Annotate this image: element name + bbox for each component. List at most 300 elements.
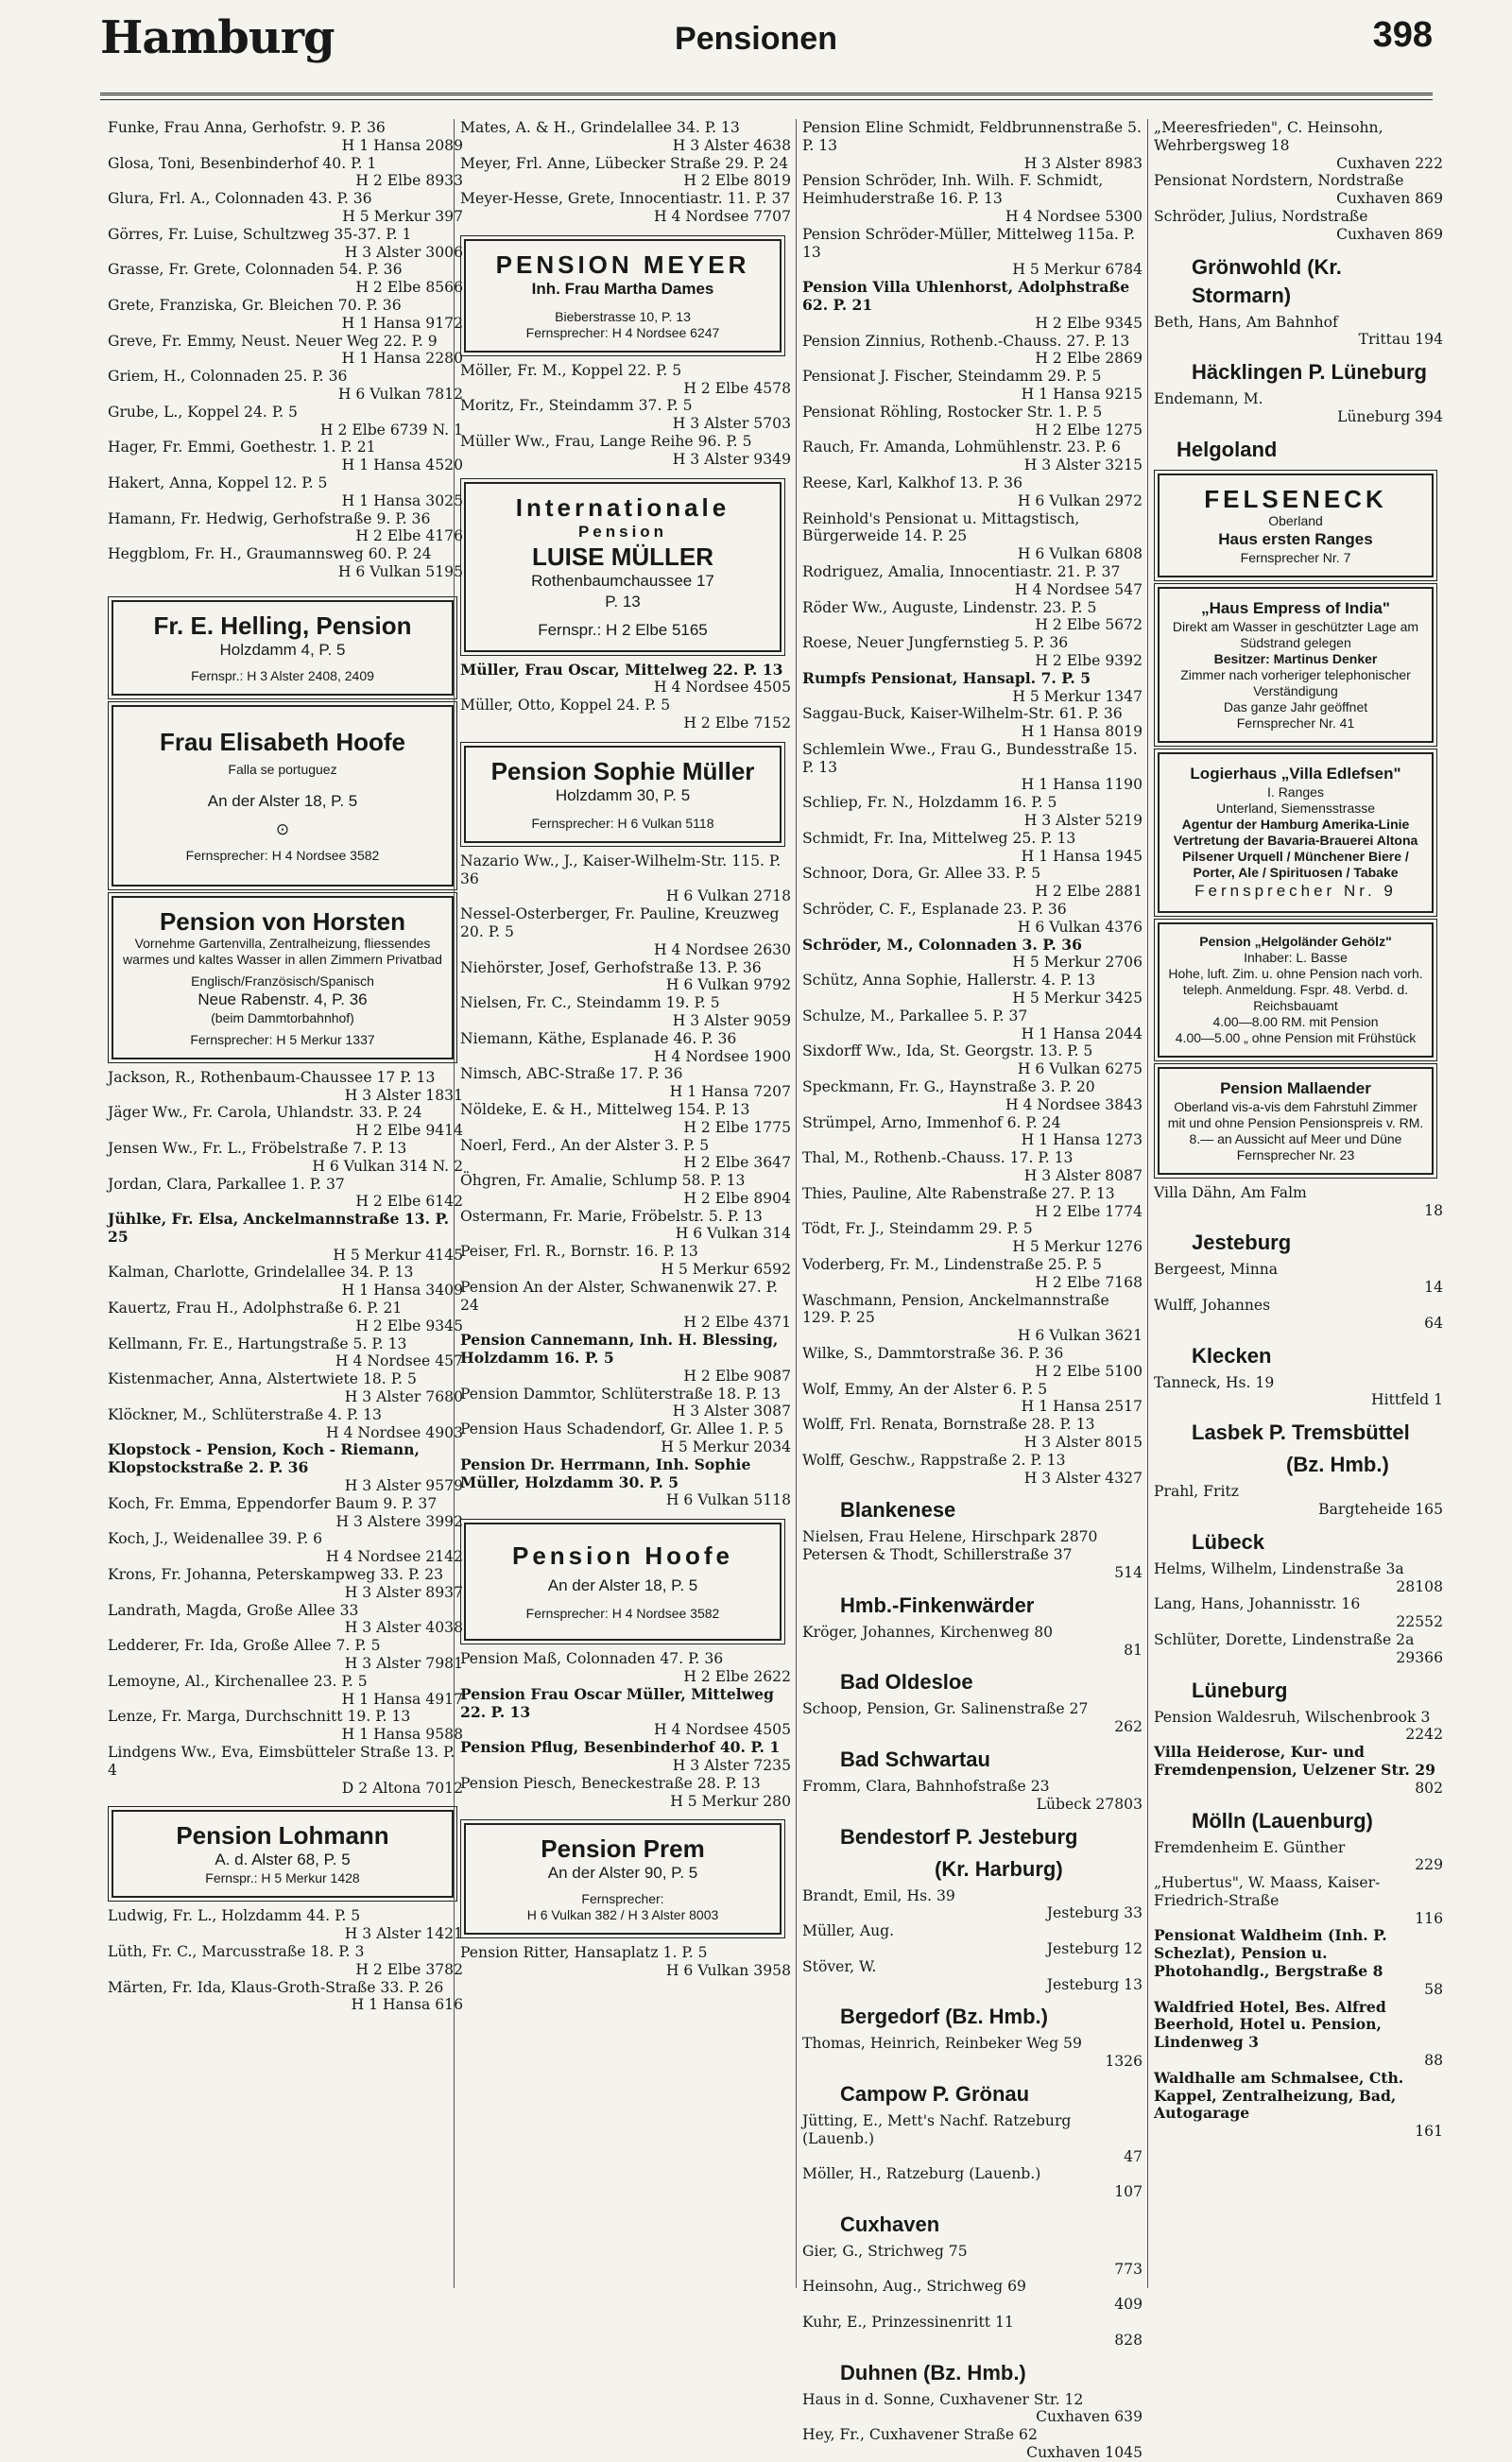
entry-text: Pension Zinnius, Rothenb.-Chauss. 27. P. 13: [802, 332, 1130, 350]
ad-text-3: Das ganze Jahr geöffnet: [1223, 698, 1368, 714]
directory-entry: [802, 226, 1143, 279]
directory-entry: [802, 634, 1143, 670]
entry-text: Reese, Karl, Kalkhof 13. P. 36: [802, 473, 1023, 491]
ad-pension-mallaender: [1158, 1067, 1434, 1175]
entry-phone: Lüneburg 394: [1337, 407, 1443, 425]
directory-entry: [802, 1700, 1143, 1736]
column-3: [796, 119, 1143, 2462]
entry-text: Pension Villa Uhlenhorst, Adolphstraße 62. P. 21: [802, 278, 1130, 314]
entry-text: Waldfried Hotel, Bes. Alfred Beerhold, Hotel u. Pension, Lindenweg 3: [1154, 1997, 1386, 2052]
ad-address: Holzdamm 4, P. 5: [219, 640, 346, 659]
directory-entry: [460, 1456, 791, 1509]
entry-phone: D 2 Altona 7012: [341, 1779, 463, 1797]
entry-phone: Cuxhaven 869: [1336, 190, 1443, 208]
entry-list: [460, 119, 791, 226]
ad-empress-of-india: [1158, 587, 1434, 743]
place-heading: Jesteburg: [1192, 1231, 1292, 1255]
place-section: [1154, 1342, 1443, 1410]
entry-text: Sixdorff Ww., Ida, St. Georgstr. 13. P. 5: [802, 1042, 1093, 1060]
directory-entry: [802, 599, 1143, 635]
page-number: 398: [1372, 15, 1433, 55]
entry-text: Pension Dr. Herrmann, Inh. Sophie Müller, Holzdamm 30. P. 5: [460, 1455, 751, 1491]
entry-phone: H 2 Elbe 4578: [683, 379, 791, 397]
entry-text: Meyer-Hesse, Grete, Innocentiastr. 11. P. 37: [460, 190, 791, 208]
entry-text: Funke, Frau Anna, Gerhofstr. 9. P. 36: [108, 119, 386, 136]
place-heading: Blankenese: [840, 1498, 956, 1523]
entry-text: „Meeresfrieden", C. Heinsohn, Wehrbergsweg 18: [1154, 119, 1383, 154]
entry-text: Tanneck, Hs. 19: [1154, 1373, 1275, 1391]
directory-entry: [108, 1104, 463, 1140]
entry-text: Nöldeke, E. & H., Mittelweg 154. P. 13: [460, 1100, 750, 1118]
entry-text: Glosa, Toni, Besenbinderhof 40. P. 1: [108, 154, 377, 172]
entry-text: Nimsch, ABC-Straße 17. P. 36: [460, 1065, 683, 1083]
directory-entry: [802, 1778, 1143, 1814]
directory-entry: [108, 1907, 463, 1943]
ad-address: Neue Rabenstr. 4, P. 36: [198, 990, 368, 1008]
entry-list: [460, 1650, 791, 1810]
entry-phone: H 4 Nordsee 4505: [653, 679, 791, 697]
entry-text: Niemann, Käthe, Esplanade 46. P. 36: [460, 1029, 737, 1047]
ad-representation: Vertretung der Bavaria-Brauerei Altona: [1173, 832, 1418, 848]
directory-entry: [460, 1137, 791, 1173]
place-heading: Duhnen (Bz. Hmb.): [840, 2360, 1026, 2385]
entry-phone: H 2 Elbe 9414: [355, 1122, 463, 1140]
entry-phone: H 3 Alster 3087: [672, 1403, 791, 1420]
directory-entry: [802, 865, 1143, 901]
directory-entry: [802, 279, 1143, 332]
ad-pension-meyer: [464, 239, 782, 353]
entry-phone: H 3 Alster 4638: [672, 136, 791, 154]
directory-entry: [108, 1140, 463, 1176]
entry-phone: 18: [1424, 1201, 1443, 1219]
directory-entry: [802, 1528, 1143, 1546]
entry-text: Lemoyne, Al., Kirchenallee 23. P. 5: [108, 1672, 368, 1690]
directory-entry: [802, 1149, 1143, 1185]
directory-entry: [1154, 1297, 1443, 1333]
directory-entry: [802, 2165, 1143, 2201]
entry-text: Kuhr, E., Prinzessinenritt 11: [802, 2314, 1014, 2332]
directory-entry: [108, 1176, 463, 1212]
ad-von-horsten: [112, 896, 454, 1059]
ad-villa-edlefsen: [1158, 752, 1434, 913]
entry-list: [460, 852, 791, 1509]
directory-entry: [1154, 2070, 1443, 2141]
entry-text: Jütting, E., Mett's Nachf. Ratzeburg (Lauenb.): [802, 2111, 1072, 2147]
ad-phone: Fernsprecher: H 4 Nordsee 3582: [525, 1606, 720, 1622]
entry-phone: H 4 Nordsee 3843: [1005, 1095, 1143, 1113]
directory-entry: [460, 433, 791, 469]
directory-entry: [108, 404, 463, 439]
entry-text: Lindgens Ww., Eva, Eimsbütteler Straße 13. P. 4: [108, 1744, 455, 1779]
entry-phone: 409: [1114, 2296, 1143, 2314]
entry-phone: H 2 Elbe 2622: [683, 1668, 791, 1686]
directory-entry: [460, 852, 791, 905]
entry-text: Hakert, Anna, Koppel 12. P. 5: [108, 473, 328, 491]
ad-title: Frau Elisabeth Hoofe: [159, 727, 406, 756]
directory-entry: [108, 1406, 463, 1442]
place-heading: Bendestorf P. Jesteburg: [840, 1824, 1078, 1849]
entry-phone: H 2 Elbe 1775: [683, 1118, 791, 1136]
entry-phone: H 2 Elbe 2869: [1035, 350, 1143, 368]
directory-entry: [108, 1708, 463, 1744]
entry-phone: H 6 Vulkan 314 N. 2: [312, 1157, 463, 1175]
ad-owner: Inh. Frau Martha Dames: [531, 279, 714, 298]
ad-pension-hoofe: [464, 1523, 782, 1641]
entry-phone: Cuxhaven 1045: [1026, 2444, 1143, 2462]
entry-text: Petersen & Thodt, Schillerstraße 37: [802, 1546, 1073, 1564]
directory-entry: [802, 741, 1143, 794]
place-section: [802, 1668, 1143, 1736]
ad-phone: Fernsprecher Nr. 41: [1236, 714, 1355, 731]
ad-address: Holzdamm 30, P. 5: [555, 785, 691, 804]
entry-text: Waschmann, Pension, Anckelmannstraße 129. P. 25: [802, 1291, 1109, 1327]
directory-entry: [108, 1566, 463, 1602]
entry-text: Müller, Aug.: [802, 1922, 895, 1940]
directory-entry: [802, 474, 1143, 510]
entry-phone: H 1 Hansa 2280: [341, 350, 463, 368]
entry-text: Kalman, Charlotte, Grindelallee 34. P. 13: [108, 1264, 414, 1282]
ad-phone: Fernspr.: H 3 Alster 2408, 2409: [191, 667, 374, 683]
entry-text: Brandt, Emil, Hs. 39: [802, 1886, 955, 1904]
entry-text: Schliep, Fr. N., Holzdamm 16. P. 5: [802, 794, 1057, 812]
entry-phone: H 3 Alster 5219: [1023, 812, 1143, 830]
entry-text: Meyer, Frl. Anne, Lübecker Straße 29. P. 24: [460, 154, 789, 172]
ad-text: Direkt am Wasser in geschützter Lage am Südstrand gelegen: [1172, 618, 1419, 650]
directory-entry: [1154, 119, 1443, 172]
entry-phone: H 5 Merkur 280: [670, 1792, 791, 1810]
ad-title: Internationale: [515, 492, 730, 522]
entry-text: Grete, Franziska, Gr. Bleichen 70. P. 36: [108, 296, 402, 314]
directory-entry: [108, 510, 463, 546]
entry-text: Noerl, Ferd., An der Alster 3. P. 5: [460, 1136, 710, 1154]
ad-phone-label: Fernsprecher:: [581, 1891, 664, 1907]
directory-entry: [460, 959, 791, 995]
place-heading: Klecken: [1192, 1343, 1272, 1368]
entry-phone: Cuxhaven 869: [1336, 225, 1443, 243]
entry-phone: H 6 Vulkan 5118: [665, 1491, 791, 1509]
entry-phone: H 3 Alster 8087: [1023, 1167, 1143, 1185]
place-heading: Hmb.-Finkenwärder: [840, 1593, 1035, 1617]
directory-entry: [802, 705, 1143, 741]
entry-text: Lüth, Fr. C., Marcusstraße 18. P. 3: [108, 1942, 365, 1960]
entry-list: [460, 1944, 791, 1980]
entry-phone: H 6 Vulkan 4376: [1017, 918, 1143, 936]
directory-entry: [460, 1944, 791, 1980]
entry-text: Jühlke, Fr. Elsa, Anckelmannstraße 13. P. 25: [108, 1210, 450, 1246]
directory-entry: [108, 1637, 463, 1673]
entry-text: Jackson, R., Rothenbaum-Chaussee 17 P. 13: [108, 1068, 436, 1086]
directory-entry: [460, 994, 791, 1030]
ad-title: Pension Hoofe: [511, 1541, 733, 1571]
ad-title: Pension Prem: [541, 1834, 705, 1864]
directory-entry: [802, 119, 1143, 172]
directory-entry: [108, 1335, 463, 1371]
directory-entry: [1154, 172, 1443, 208]
directory-entry: [108, 1602, 463, 1638]
entry-text: Pensionat Röhling, Rostocker Str. 1. P. 5: [802, 403, 1103, 421]
directory-entry: [108, 1264, 463, 1300]
directory-entry: [108, 1370, 463, 1406]
entry-phone: H 3 Alster 8937: [344, 1583, 463, 1601]
entry-text: Krons, Fr. Johanna, Peterskampweg 33. P. 23: [108, 1566, 444, 1584]
directory-entry: [802, 2314, 1143, 2350]
entry-text: Koch, Fr. Emma, Eppendorfer Baum 9. P. 37: [108, 1494, 438, 1512]
entry-phone: H 1 Hansa 9588: [341, 1726, 463, 1744]
entry-phone: 229: [1415, 1856, 1443, 1874]
ad-address: An der Alster 18, P. 5: [547, 1576, 698, 1595]
entry-text: Haus in d. Sonne, Cuxhavener Str. 12: [802, 2390, 1084, 2408]
ad-phone: Fernsprecher: H 5 Merkur 1337: [190, 1031, 375, 1047]
entry-text: Wolff, Frl. Renata, Bornstraße 28. P. 13: [802, 1416, 1095, 1434]
place-section: [1154, 1528, 1443, 1667]
entry-text: Niehörster, Josef, Gerhofstraße 13. P. 36: [460, 958, 762, 976]
directory-entry: [108, 1441, 463, 1494]
entry-phone: H 2 Elbe 5672: [1035, 616, 1143, 634]
entry-text: Lenze, Fr. Marga, Durchschnitt 19. P. 13: [108, 1708, 411, 1726]
entry-phone: H 3 Alster 7981: [344, 1655, 463, 1673]
directory-entry: [108, 439, 463, 474]
ad-phone: H 6 Vulkan 382 / H 3 Alster 8003: [526, 1907, 719, 1923]
directory-entry: [108, 226, 463, 262]
entry-text: Peiser, Frl. R., Bornstr. 16. P. 13: [460, 1243, 698, 1261]
entry-text: Nielsen, Fr. C., Steindamm 19. P. 5: [460, 994, 720, 1012]
directory-entry: [1154, 1374, 1443, 1410]
ad-title-2: Pension: [577, 522, 668, 541]
ad-address: An der Alster 90, P. 5: [547, 1864, 698, 1883]
directory-entry: [802, 1416, 1143, 1452]
entry-text: Rumpfs Pensionat, Hansapl. 7. P. 5: [802, 668, 1091, 687]
entry-text: Schulze, M., Parkallee 5. P. 37: [802, 1007, 1028, 1024]
ad-owner: Inhaber: L. Basse: [1244, 949, 1348, 965]
entry-phone: H 3 Alster 9059: [672, 1011, 791, 1029]
entry-phone: H 6 Vulkan 3958: [665, 1962, 791, 1980]
entry-phone: H 4 Nordsee 547: [1014, 580, 1143, 598]
entry-text: Endemann, M.: [1154, 390, 1263, 408]
directory-entry: [460, 1650, 791, 1686]
entry-phone: H 5 Merkur 1276: [1012, 1238, 1143, 1256]
entry-text: Wulff, Johannes: [1154, 1296, 1271, 1314]
entry-phone: Cuxhaven 639: [1036, 2408, 1143, 2426]
entry-text: Schlüter, Dorette, Lindenstraße 2a: [1154, 1630, 1415, 1648]
entry-text: Kauertz, Frau H., Adolphstraße 6. P. 21: [108, 1300, 403, 1317]
ad-address: A. d. Alster 68, P. 5: [215, 1851, 351, 1869]
entry-phone: 47: [1124, 2147, 1143, 2165]
directory-entry: [802, 830, 1143, 866]
entry-phone: H 3 Alster 4327: [1023, 1469, 1143, 1487]
entry-phone: 1326: [1105, 2053, 1143, 2071]
entry-text: Landrath, Magda, Große Allee 33: [108, 1601, 359, 1619]
entry-phone: H 6 Vulkan 9792: [665, 976, 791, 994]
entry-phone: Hittfeld 1: [1371, 1391, 1443, 1409]
directory-entry: [802, 1220, 1143, 1256]
directory-entry: [108, 1211, 463, 1264]
entry-text: Jensen Ww., Fr. L., Fröbelstraße 7. P. 13: [108, 1139, 407, 1157]
directory-entry: [1154, 390, 1443, 426]
ad-goods: Pilsener Urquell / Münchener Biere / Porter, Ale / Spirituosen / Tabake: [1182, 848, 1409, 880]
directory-entry: [1154, 314, 1443, 350]
ad-title: Logierhaus „Villa Edlefsen": [1190, 764, 1401, 783]
entry-phone: H 4 Nordsee 2630: [653, 940, 791, 958]
ad-text-2: Zimmer nach vorheriger telephonischer Verständigung: [1180, 666, 1411, 698]
ad-pension-sophie-mueller: [464, 746, 782, 843]
entry-text: Märten, Fr. Ida, Klaus-Groth-Straße 33. P. 26: [108, 1978, 444, 1996]
ad-phone: Fernsprecher Nr. 9: [1194, 881, 1397, 900]
directory-entry: [802, 1922, 1143, 1958]
entry-phone: H 1 Hansa 616: [351, 1996, 463, 2014]
directory-entry: [460, 1172, 791, 1208]
directory-entry: [802, 794, 1143, 830]
directory-entry: [108, 261, 463, 297]
entry-text: Müller Ww., Frau, Lange Reihe 96. P. 5: [460, 432, 752, 450]
entry-text: Möller, H., Ratzeburg (Lauenb.): [802, 2165, 1041, 2183]
entry-text: Schröder, M., Colonnaden 3. P. 36: [802, 935, 1082, 954]
entry-phone: 802: [1415, 1779, 1443, 1797]
directory-entry: [802, 2426, 1143, 2462]
entry-text: Nazario Ww., J., Kaiser-Wilhelm-Str. 115. P. 36: [460, 852, 782, 887]
entry-phone: H 3 Alster 8015: [1023, 1433, 1143, 1451]
place-section: [802, 2359, 1143, 2462]
entry-phone: H 2 Elbe 9392: [1035, 651, 1143, 669]
ad-helgolaender-gehoelz: [1158, 922, 1434, 1058]
directory-entry: [802, 1256, 1143, 1292]
entry-text: Pension Eline Schmidt, Feldbrunnenstraße 5. P. 13: [802, 119, 1142, 154]
place-section: [802, 1592, 1143, 1660]
place-heading-helgoland: Helgoland: [1177, 437, 1278, 461]
entry-text: Greve, Fr. Emmy, Neust. Neuer Weg 22. P. 9: [108, 332, 438, 350]
directory-entry: [460, 397, 791, 433]
entry-text: Pension Schröder-Müller, Mittelweg 115a. P. 13: [802, 225, 1136, 261]
directory-entry: [802, 1546, 1143, 1582]
directory-entry: [1154, 1631, 1443, 1667]
entry-text: Wolf, Emmy, An der Alster 6. P. 5: [802, 1380, 1048, 1398]
entry-phone: 161: [1415, 2123, 1443, 2141]
entry-text: Kröger, Johannes, Kirchenweg 80: [802, 1623, 1054, 1641]
directory-entry: [802, 2391, 1143, 2427]
entry-phone: Lübeck 27803: [1036, 1795, 1143, 1813]
directory-entry: [802, 1958, 1143, 1994]
entry-phone: H 4 Nordsee 7707: [653, 207, 791, 225]
entry-text: Pension Cannemann, Inh. H. Blessing, Holzdamm 16. P. 5: [460, 1331, 779, 1368]
directory-entry: [108, 1943, 463, 1979]
directory-entry: [108, 119, 463, 155]
entry-phone: H 1 Hansa 1945: [1021, 847, 1143, 865]
entry-phone: 107: [1114, 2183, 1143, 2201]
entry-text: Villa Heiderose, Kur- und Fremdenpension, Uelzener Str. 29: [1154, 1743, 1435, 1779]
entry-text: Pension Pflug, Besenbinderhof 40. P. 1: [460, 1738, 781, 1757]
directory-entry: [802, 2112, 1143, 2165]
directory-entry: [460, 1065, 791, 1101]
ad-phone: Fernspr.: H 5 Merkur 1428: [205, 1870, 360, 1886]
ad-subtitle: Oberland: [1268, 512, 1323, 528]
header-rule: [100, 93, 1433, 100]
entry-text: Müller, Frau Oscar, Mittelweg 22. P. 13: [460, 660, 783, 679]
place-section: [802, 1823, 1143, 1994]
entry-text: Bergeest, Minna: [1154, 1261, 1279, 1279]
entry-phone: 116: [1415, 1909, 1443, 1927]
entry-phone: H 2 Elbe 9345: [1035, 314, 1143, 332]
entry-phone: H 1 Hansa 9172: [341, 314, 463, 332]
directory-entry: [108, 1300, 463, 1335]
entry-text: Schlemlein Wwe., Frau G., Bundesstraße 15. P. 13: [802, 740, 1138, 776]
directory-entry: [108, 1495, 463, 1531]
directory-entry: [1154, 1184, 1443, 1220]
entry-text: Voderberg, Fr. M., Lindenstraße 25. P. 5: [802, 1256, 1102, 1273]
entry-list: [460, 362, 791, 469]
directory-entry: [802, 1381, 1143, 1417]
entry-list: [802, 119, 1143, 1487]
place-heading: Campow P. Grönau: [840, 2081, 1030, 2106]
ad-address: An der Alster 18, P. 5: [207, 791, 358, 810]
place-section: [802, 1496, 1143, 1581]
entry-text: Hager, Fr. Emmi, Goethestr. 1. P. 21: [108, 439, 376, 456]
entry-phone: H 3 Alster 1831: [344, 1086, 463, 1104]
entry-phone: H 6 Vulkan 3621: [1017, 1327, 1143, 1345]
entry-phone: H 2 Elbe 8933: [355, 172, 463, 190]
place-section: [1154, 358, 1443, 426]
entry-text: Villa Dähn, Am Falm: [1154, 1183, 1307, 1201]
entry-text: Nessel-Osterberger, Fr. Pauline, Kreuzweg 20. P. 5: [460, 905, 780, 940]
entry-phone: H 2 Elbe 1774: [1035, 1202, 1143, 1220]
directory-entry: [1154, 1483, 1443, 1519]
entry-phone: H 5 Merkur 4145: [333, 1246, 463, 1264]
place-heading-sub: (Bz. Hmb.): [1286, 1453, 1389, 1477]
directory-entry: [802, 172, 1143, 225]
directory-entry: [460, 190, 791, 226]
ad-address: Rothenbaumchaussee 17: [531, 571, 714, 590]
entry-phone: H 3 Alster 5703: [672, 415, 791, 433]
entry-text: Nielsen, Frau Helene, Hirschpark 2870: [802, 1528, 1098, 1546]
directory-entry: [460, 1279, 791, 1332]
entry-phone: H 1 Hansa 2044: [1021, 1024, 1143, 1042]
entry-text: Moritz, Fr., Steindamm 37. P. 5: [460, 397, 693, 415]
entry-list: [108, 1907, 463, 2014]
directory-entry: [802, 2035, 1143, 2071]
ad-line: Haus ersten Ranges: [1218, 529, 1373, 548]
directory-entry: [460, 1030, 791, 1066]
entry-phone: H 2 Elbe 8566: [355, 279, 463, 297]
entry-text: Hey, Fr., Cuxhavener Straße 62: [802, 2426, 1038, 2444]
place-heading-sub: (Kr. Harburg): [935, 1856, 1063, 1881]
entry-phone: H 3 Alster 7680: [344, 1388, 463, 1406]
place-heading: Mölln (Lauenburg): [1192, 1808, 1373, 1833]
entry-phone: H 3 Alster 1421: [344, 1925, 463, 1943]
ad-pension-prem: [464, 1823, 782, 1935]
ad-subtitle: I. Ranges: [1267, 783, 1324, 800]
entry-text: Lang, Hans, Johannisstr. 16: [1154, 1595, 1361, 1613]
entry-text: Klöckner, M., Schlüterstraße 4. P. 13: [108, 1405, 382, 1423]
entry-text: Mates, A. & H., Grindelallee 34. P. 13: [460, 119, 740, 136]
entry-text: Klopstock - Pension, Koch - Riemann, Klopstockstraße 2. P. 36: [108, 1440, 420, 1477]
entry-text: Pension An der Alster, Schwanenwik 27. P. 24: [460, 1278, 778, 1314]
directory-entry: [460, 697, 791, 732]
entry-phone: H 6 Vulkan 2972: [1017, 491, 1143, 509]
entry-phone: 81: [1124, 1641, 1143, 1659]
entry-text: Rodriguez, Amalia, Innocentiastr. 21. P. 37: [802, 562, 1121, 580]
entry-text: Helms, Wilhelm, Lindenstraße 3a: [1154, 1559, 1404, 1577]
entry-phone: H 1 Hansa 2517: [1021, 1398, 1143, 1416]
entry-text: Koch, J., Weidenallee 39. P. 6: [108, 1530, 323, 1548]
entry-phone: H 2 Elbe 5100: [1035, 1362, 1143, 1380]
directory-entry: [108, 1744, 463, 1797]
ad-phone: Fernsprecher Nr. 7: [1240, 549, 1351, 565]
directory-entry: [1154, 1999, 1443, 2070]
directory-entry: [1154, 1839, 1443, 1875]
place-heading: Lüneburg: [1192, 1678, 1288, 1702]
entry-phone: H 1 Hansa 1273: [1021, 1131, 1143, 1149]
ad-elisabeth-hoofe: [112, 705, 454, 887]
ad-address: Bieberstrasse 10, P. 13: [555, 308, 691, 324]
directory-entry: [460, 1775, 791, 1811]
